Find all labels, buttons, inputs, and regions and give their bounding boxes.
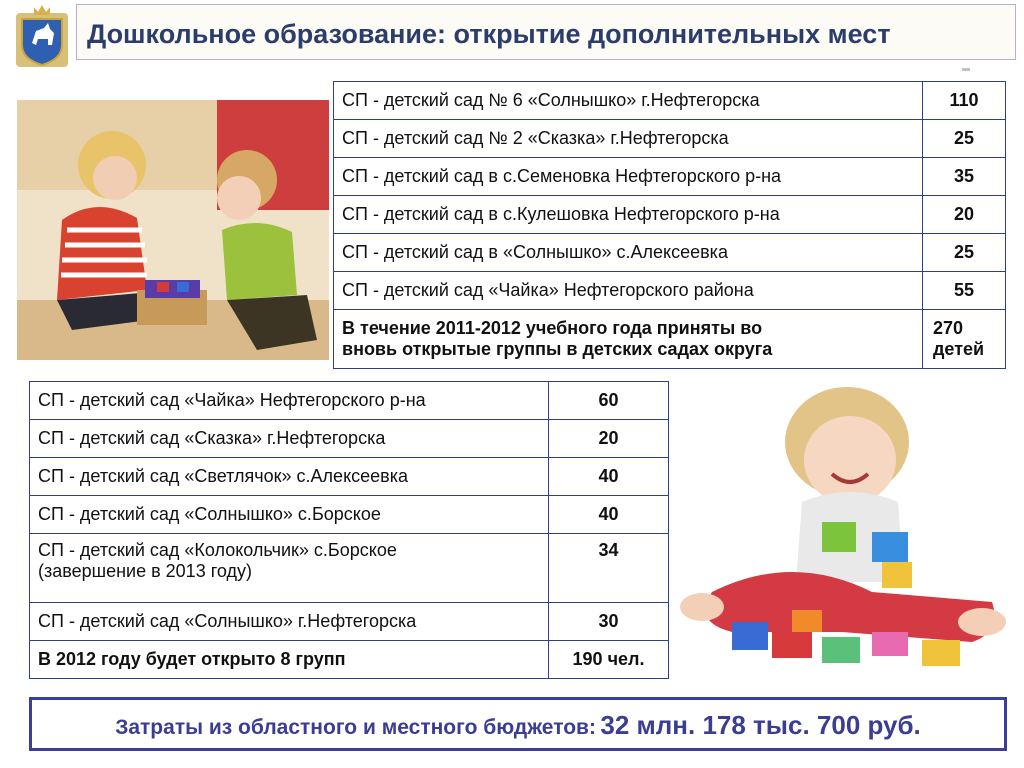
planned-kindergartens-table bbox=[29, 381, 669, 679]
kindergarten-name: СП - детский сад № 2 «Сказка» г.Нефтегорска bbox=[334, 120, 923, 158]
places-count: 110 bbox=[923, 82, 1006, 120]
total-label-line1: В течение 2011-2012 учебного года приняты во bbox=[342, 318, 763, 338]
budget-amount: 32 млн. 178 тыс. 700 руб. bbox=[600, 710, 921, 740]
kindergarten-name: СП - детский сад в с.Семеновка Нефтегорского р-на bbox=[334, 158, 923, 196]
table-row bbox=[334, 196, 1006, 234]
samara-coat-of-arms-icon bbox=[14, 3, 70, 69]
budget-banner bbox=[29, 697, 1007, 751]
total-value bbox=[923, 310, 1006, 369]
kindergarten-name: СП - детский сад «Солнышко» с.Борское bbox=[30, 496, 549, 534]
places-count: 25 bbox=[923, 120, 1006, 158]
kindergarten-name: СП - детский сад в «Солнышко» с.Алексеевка bbox=[334, 234, 923, 272]
places-count: 20 bbox=[549, 420, 669, 458]
children-playing-photo bbox=[17, 100, 329, 360]
kindergarten-name bbox=[30, 534, 549, 603]
table-row bbox=[30, 534, 669, 603]
title-bar bbox=[76, 4, 1016, 60]
table-row bbox=[30, 496, 669, 534]
places-count: 25 bbox=[923, 234, 1006, 272]
budget-label: Затраты из областного и местного бюджетов: bbox=[115, 716, 596, 739]
kindergarten-name-line2: (завершение в 2013 году) bbox=[38, 561, 252, 581]
kindergarten-name-line1: СП - детский сад «Колокольчик» с.Борское bbox=[38, 540, 397, 560]
total-value-unit: детей bbox=[933, 339, 985, 359]
total-value-number: 270 bbox=[933, 318, 964, 338]
places-count: 20 bbox=[923, 196, 1006, 234]
total-label bbox=[334, 310, 923, 369]
table-row bbox=[30, 603, 669, 641]
toddler-with-blocks-photo bbox=[672, 382, 1010, 682]
table-row bbox=[334, 158, 1006, 196]
total-label-line2: вновь открытые группы в детских садах округа bbox=[342, 339, 773, 359]
table-row bbox=[30, 420, 669, 458]
places-count: 40 bbox=[549, 496, 669, 534]
table-row bbox=[30, 382, 669, 420]
table-row bbox=[334, 234, 1006, 272]
kindergarten-name: СП - детский сад «Чайка» Нефтегорского района bbox=[334, 272, 923, 310]
places-count: 55 bbox=[923, 272, 1006, 310]
page-title: Дошкольное образование: открытие дополнительных мест bbox=[87, 19, 891, 49]
kindergarten-name: СП - детский сад в с.Кулешовка Нефтегорского р-на bbox=[334, 196, 923, 234]
kindergarten-name: СП - детский сад «Сказка» г.Нефтегорска bbox=[30, 420, 549, 458]
budget-text bbox=[32, 710, 1004, 741]
total-value: 190 чел. bbox=[549, 641, 669, 679]
total-row bbox=[334, 310, 1006, 369]
kindergarten-name: СП - детский сад № 6 «Солнышко» г.Нефтегорска bbox=[334, 82, 923, 120]
places-count: 35 bbox=[923, 158, 1006, 196]
total-row bbox=[30, 641, 669, 679]
table-row bbox=[334, 120, 1006, 158]
table-row bbox=[334, 82, 1006, 120]
places-count: 30 bbox=[549, 603, 669, 641]
decorative-dot bbox=[962, 68, 970, 71]
total-label: В 2012 году будет открыто 8 групп bbox=[30, 641, 549, 679]
places-count: 34 bbox=[549, 534, 669, 603]
table-row bbox=[334, 272, 1006, 310]
kindergarten-name: СП - детский сад «Чайка» Нефтегорского р-на bbox=[30, 382, 549, 420]
places-count: 60 bbox=[549, 382, 669, 420]
kindergarten-name: СП - детский сад «Солнышко» г.Нефтегорска bbox=[30, 603, 549, 641]
existing-kindergartens-table bbox=[333, 81, 1006, 369]
places-count: 40 bbox=[549, 458, 669, 496]
kindergarten-name: СП - детский сад «Светлячок» с.Алексеевка bbox=[30, 458, 549, 496]
table-row bbox=[30, 458, 669, 496]
